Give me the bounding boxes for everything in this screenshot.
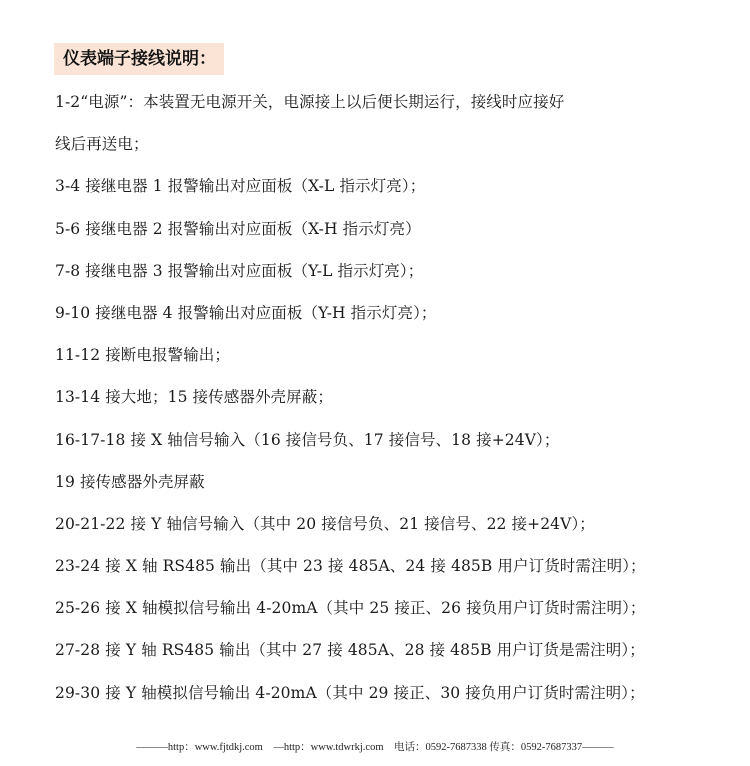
- instruction-line: 9-10 接继电器 4 报警输出对应面板（Y-H 指示灯亮）；: [55, 303, 437, 322]
- instruction-line: 16-17-18 接 X 轴信号输入（16 接信号负、17 接信号、18 接+24V）；: [55, 430, 560, 449]
- wiring-instructions-list: [55, 81, 745, 714]
- instruction-line: 13-14 接大地；15 接传感器外壳屏蔽；: [55, 388, 333, 407]
- instruction-line: 5-6 接继电器 2 报警输出对应面板（X-H 指示灯亮）: [55, 219, 421, 238]
- instruction-line: 19 接传感器外壳屏蔽: [55, 472, 205, 491]
- instruction-line: 3-4 接继电器 1 报警输出对应面板（X-L 指示灯亮）；: [55, 177, 426, 196]
- instruction-line: 1-2“电源”：本装置无电源开关，电源接上以后便长期运行，接线时应接好: [55, 93, 565, 111]
- instruction-line: 11-12 接断电报警输出；: [55, 346, 231, 365]
- contact-footer: ———http：www.fjtdkj.com —http：www.tdwrkj.com 电话：0592-7687338 传真：0592-7687337———: [136, 742, 614, 753]
- instruction-line: 23-24 接 X 轴 RS485 输出（其中 23 接 485A、24 接 485B 用户订货时需注明）；: [55, 557, 646, 576]
- instruction-line: 27-28 接 Y 轴 RS485 输出（其中 27 接 485A、28 接 485B 用户订货是需注明）；: [55, 641, 645, 660]
- instruction-line: 线后再送电；: [55, 135, 149, 154]
- instruction-line: 29-30 接 Y 轴模拟信号输出 4-20mA（其中 29 接正、30 接负用户订货时需注明）；: [55, 683, 645, 702]
- instruction-line: 7-8 接继电器 3 报警输出对应面板（Y-L 指示灯亮）；: [55, 261, 424, 280]
- section-heading: 仪表端子接线说明：: [54, 43, 224, 75]
- instruction-line: 25-26 接 X 轴模拟信号输出 4-20mA（其中 25 接正、26 接负用户订货时需注明）；: [55, 599, 646, 618]
- instruction-line: 20-21-22 接 Y 轴信号输入（其中 20 接信号负、21 接信号、22 接+24V）；: [55, 514, 595, 533]
